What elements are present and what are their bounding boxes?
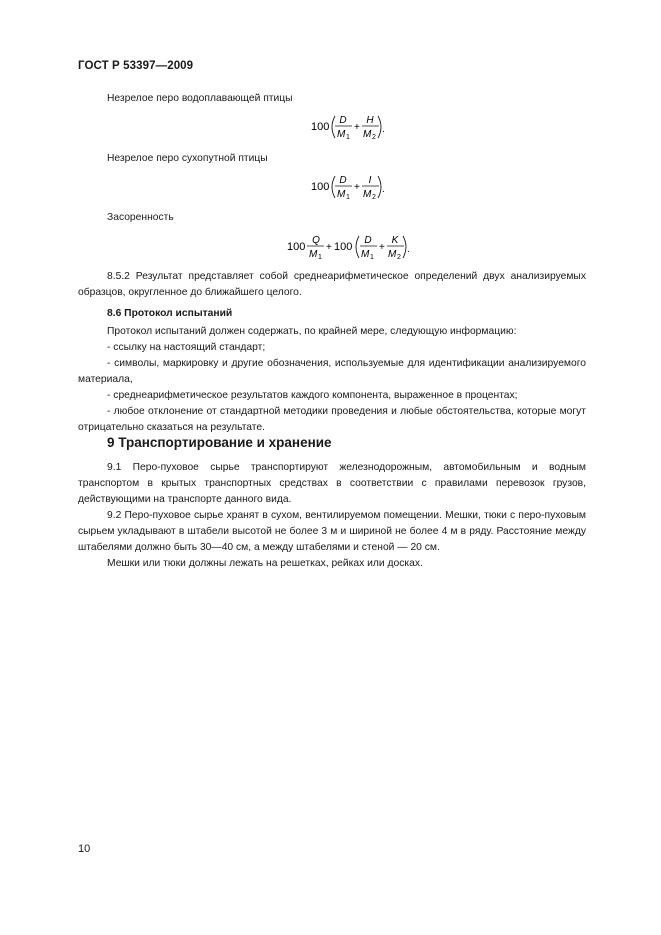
formula-3-left-paren — [356, 236, 359, 258]
formula-2 — [308, 168, 408, 204]
formula-1-den2: M — [363, 129, 372, 140]
list-item: - любое отклонение от стандартной методики проведения и любые обстоятельства, которые могут отрицательно сказаться на результате. — [78, 406, 586, 433]
formula-2-end: . — [382, 184, 385, 195]
formula-3-label-text: Засоренность — [107, 212, 174, 223]
formula-1-label — [78, 91, 578, 107]
formula-1-left-paren — [332, 116, 335, 138]
formula-2-den2: M — [363, 189, 372, 200]
formula-1-plus: + — [354, 122, 360, 133]
formula-3-den2-sub: 2 — [397, 254, 401, 261]
formula-1-num2: H — [366, 115, 374, 126]
formula-3-end: . — [407, 244, 410, 255]
list-item: - символы, маркировку и другие обозначения, используемые для идентификации анализируемого материала, — [78, 358, 586, 385]
formula-1-den2-sub: 2 — [372, 134, 376, 141]
formula-1-right-paren — [378, 116, 381, 138]
paragraph-9-2: 9.2 Перо-пуховое сырье хранят в сухом, вентилируемом помещении. Мешки, тюки с перо-пуховым сырьем укладывают в штабели высотой не более 3 м и шириной не более 4 м в ряду. Расстояние между штабелями должно быть 30—40 см, а между штабелями и стеной — 20 см. — [78, 510, 586, 553]
formula-2-num2: I — [368, 175, 372, 186]
formula-2-den1-sub: 1 — [346, 194, 350, 201]
document-code-header: ГОСТ Р 53397—2009 — [78, 60, 194, 72]
formula-3-den0: M — [309, 249, 318, 260]
formula-2-den2-sub: 2 — [372, 194, 376, 201]
formula-2-label — [78, 151, 578, 167]
formula-2-left-paren — [332, 176, 335, 198]
section-8-6-intro: Протокол испытаний должен содержать, по крайней мере, следующую информацию: — [107, 326, 517, 337]
formula-3-coef1: 100 — [287, 241, 306, 253]
formula-2-coef: 100 — [311, 181, 330, 193]
formula-2-label-text: Незрелое перо сухопутной птицы — [107, 153, 268, 164]
section-9-body — [78, 460, 586, 572]
paragraph-8-5-2: 8.5.2 Результат представляет собой среднеарифметическое определений двух анализируемых образцов, округленное до ближайшего целого. — [78, 271, 586, 298]
formula-1-end: . — [382, 124, 385, 135]
formula-1-den1: M — [337, 129, 346, 140]
formula-1-num1: D — [339, 115, 347, 126]
list-item: - ссылку на настоящий стандарт; — [107, 342, 266, 353]
section-8-6-body — [78, 324, 586, 436]
formula-1-den1-sub: 1 — [346, 134, 350, 141]
formula-3-num1: D — [364, 235, 372, 246]
section-8-6-title: 8.6 Протокол испытаний — [107, 308, 233, 319]
formula-2-den1: M — [337, 189, 346, 200]
formula-2-plus: + — [354, 182, 360, 193]
paragraph-9-2-cont: Мешки или тюки должны лежать на решетках, рейках или досках. — [107, 558, 423, 569]
formula-3-num2: K — [391, 235, 399, 246]
formula-3 — [284, 228, 424, 264]
formula-1-label-text: Незрелое перо водоплавающей птицы — [107, 93, 293, 104]
formula-3-plus2: + — [379, 242, 385, 253]
formula-3-plus1: + — [326, 242, 332, 253]
formula-3-right-paren — [403, 236, 406, 258]
paragraph-9-1: 9.1 Перо-пуховое сырье транспортируют железнодорожным, автомобильным и водным транспортом в крытых транспортных средствах в соответствии с правилами перевозок грузов, действующими на транспорте данного вида. — [78, 462, 586, 505]
formula-1 — [308, 108, 408, 144]
page-number: 10 — [78, 843, 91, 855]
formula-3-den0-sub: 1 — [318, 254, 322, 261]
formula-2-num1: D — [339, 175, 347, 186]
formula-2-right-paren — [378, 176, 381, 198]
list-item: - среднеарифметическое результатов каждого компонента, выраженное в процентах; — [107, 390, 518, 401]
section-9-title: 9 Транспортирование и хранение — [107, 435, 332, 450]
formula-3-den1: M — [361, 249, 370, 260]
formula-3-den1-sub: 1 — [370, 254, 374, 261]
formula-3-coef2: 100 — [334, 241, 353, 253]
formula-3-den2: M — [388, 249, 397, 260]
formula-1-coef: 100 — [311, 121, 330, 133]
formula-3-num0: Q — [312, 235, 320, 246]
formula-3-label — [78, 210, 578, 226]
